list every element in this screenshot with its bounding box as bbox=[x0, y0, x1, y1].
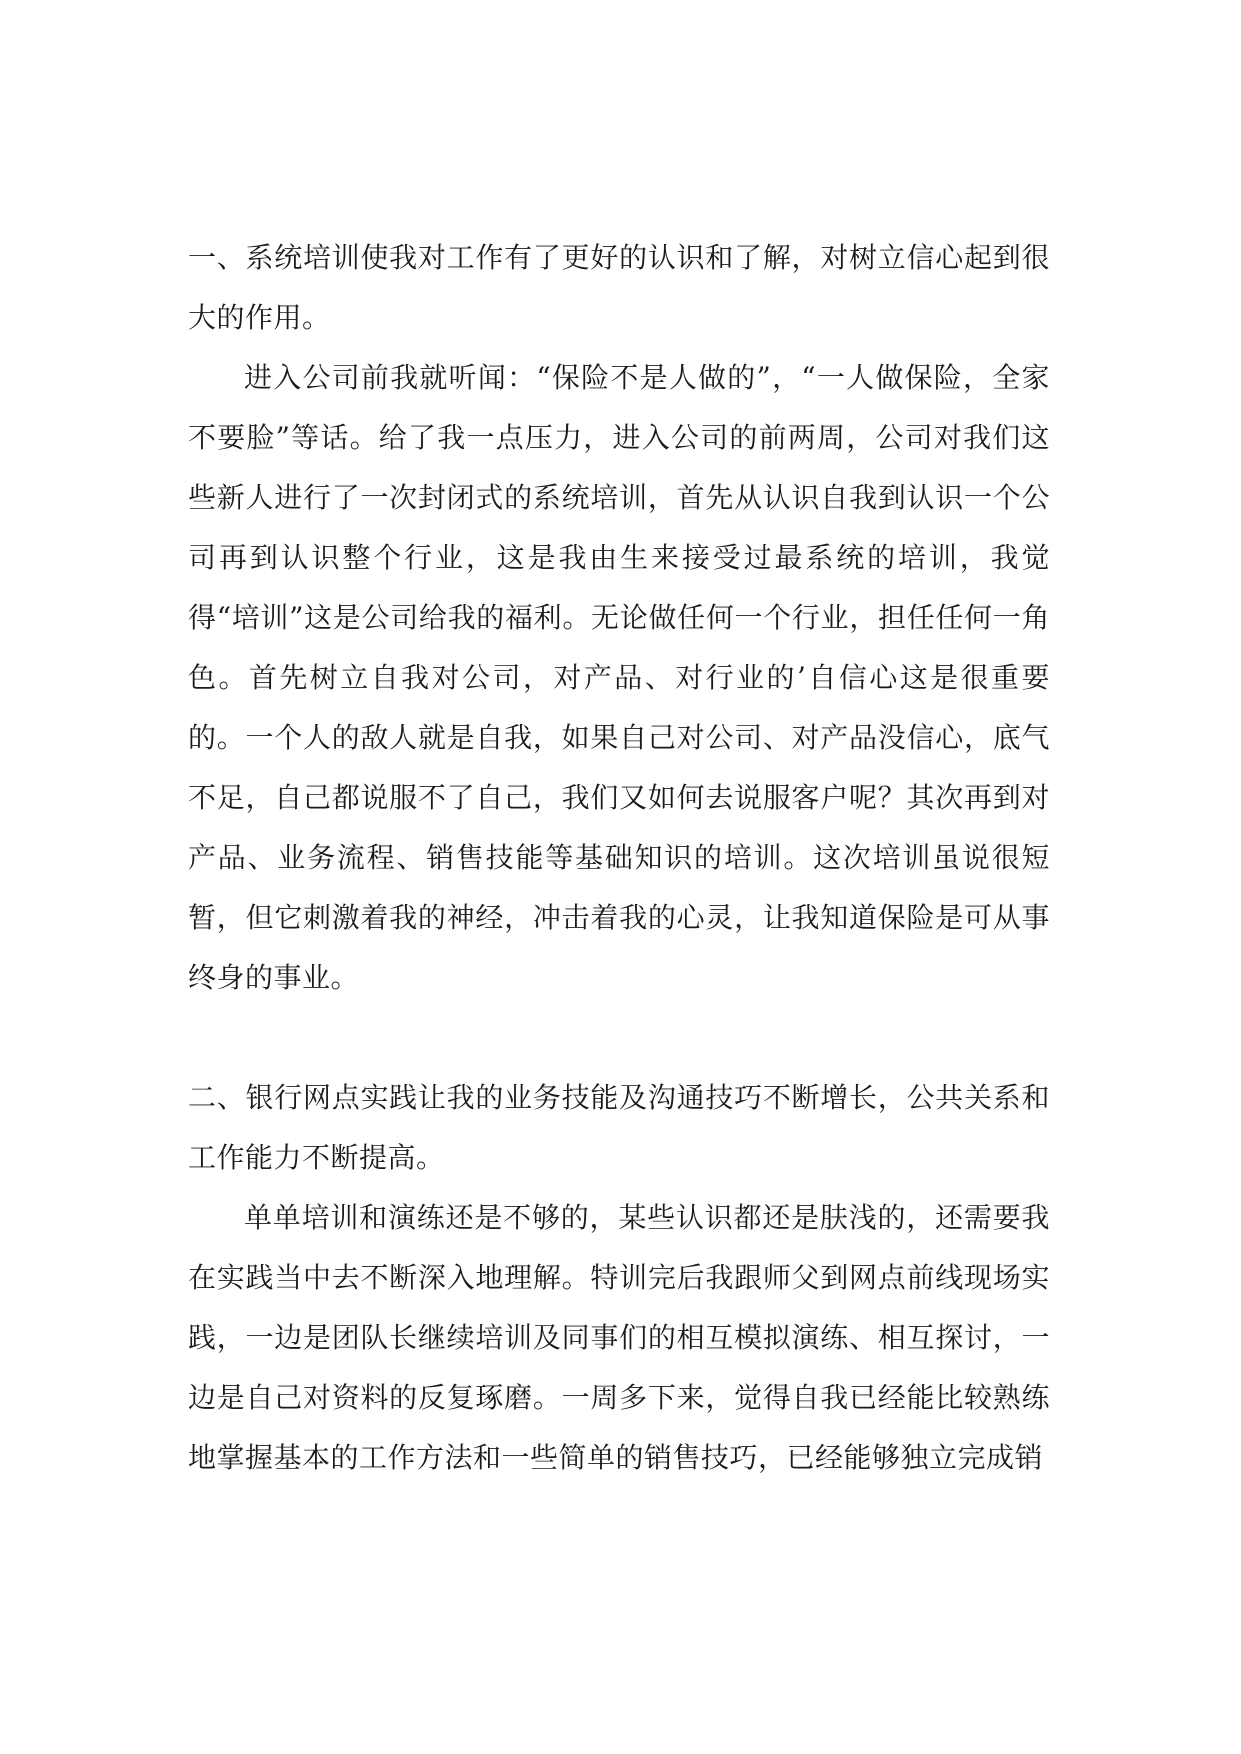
section-2-paragraph: 单单培训和演练还是不够的，某些认识都还是肤浅的，还需要我在实践当中去不断深入地理解。特训完后我跟师父到网点前线现场实践，一边是团队长继续培训及同事们的相互模拟演练、相互探讨，一边是自己对资料的反复琢磨。一周多下来，觉得自我已经能比较熟练地掌握基本的工作方法和一些简单的销售技巧，已经能够独立完成销 bbox=[188, 1201, 1050, 1474]
section-2-heading: 二、银行网点实践让我的业务技能及沟通技巧不断增长，公共关系和工作能力不断提高。 bbox=[188, 1081, 1050, 1174]
section-1-paragraph: 进入公司前我就听闻：“保险不是人做的”，“一人做保险，全家不要脸”等话。给了我一点压力，进入公司的前两周，公司对我们这些新人进行了一次封闭式的系统培训，首先从认识自我到认识一个公司再到认识整个行业，这是我由生来接受过最系统的培训，我觉得“培训”这是公司给我的福利。无论做任何一个行业，担任任何一角色。首先树立自我对公司，对产品、对行业的’自信心这是很重要的。一个人的敌人就是自我，如果自己对公司、对产品没信心，底气不足，自己都说服不了自己，我们又如何去说服客户呢？其次再到对产品、业务流程、销售技能等基础知识的培训。这次培训虽说很短暂，但它刺激着我的神经，冲击着我的心灵，让我知道保险是可从事终身的事业。 bbox=[188, 361, 1050, 994]
document-body bbox=[188, 228, 1050, 1488]
section-1-heading: 一、系统培训使我对工作有了更好的认识和了解，对树立信心起到很大的作用。 bbox=[188, 241, 1050, 334]
section-spacer bbox=[188, 1008, 1050, 1068]
